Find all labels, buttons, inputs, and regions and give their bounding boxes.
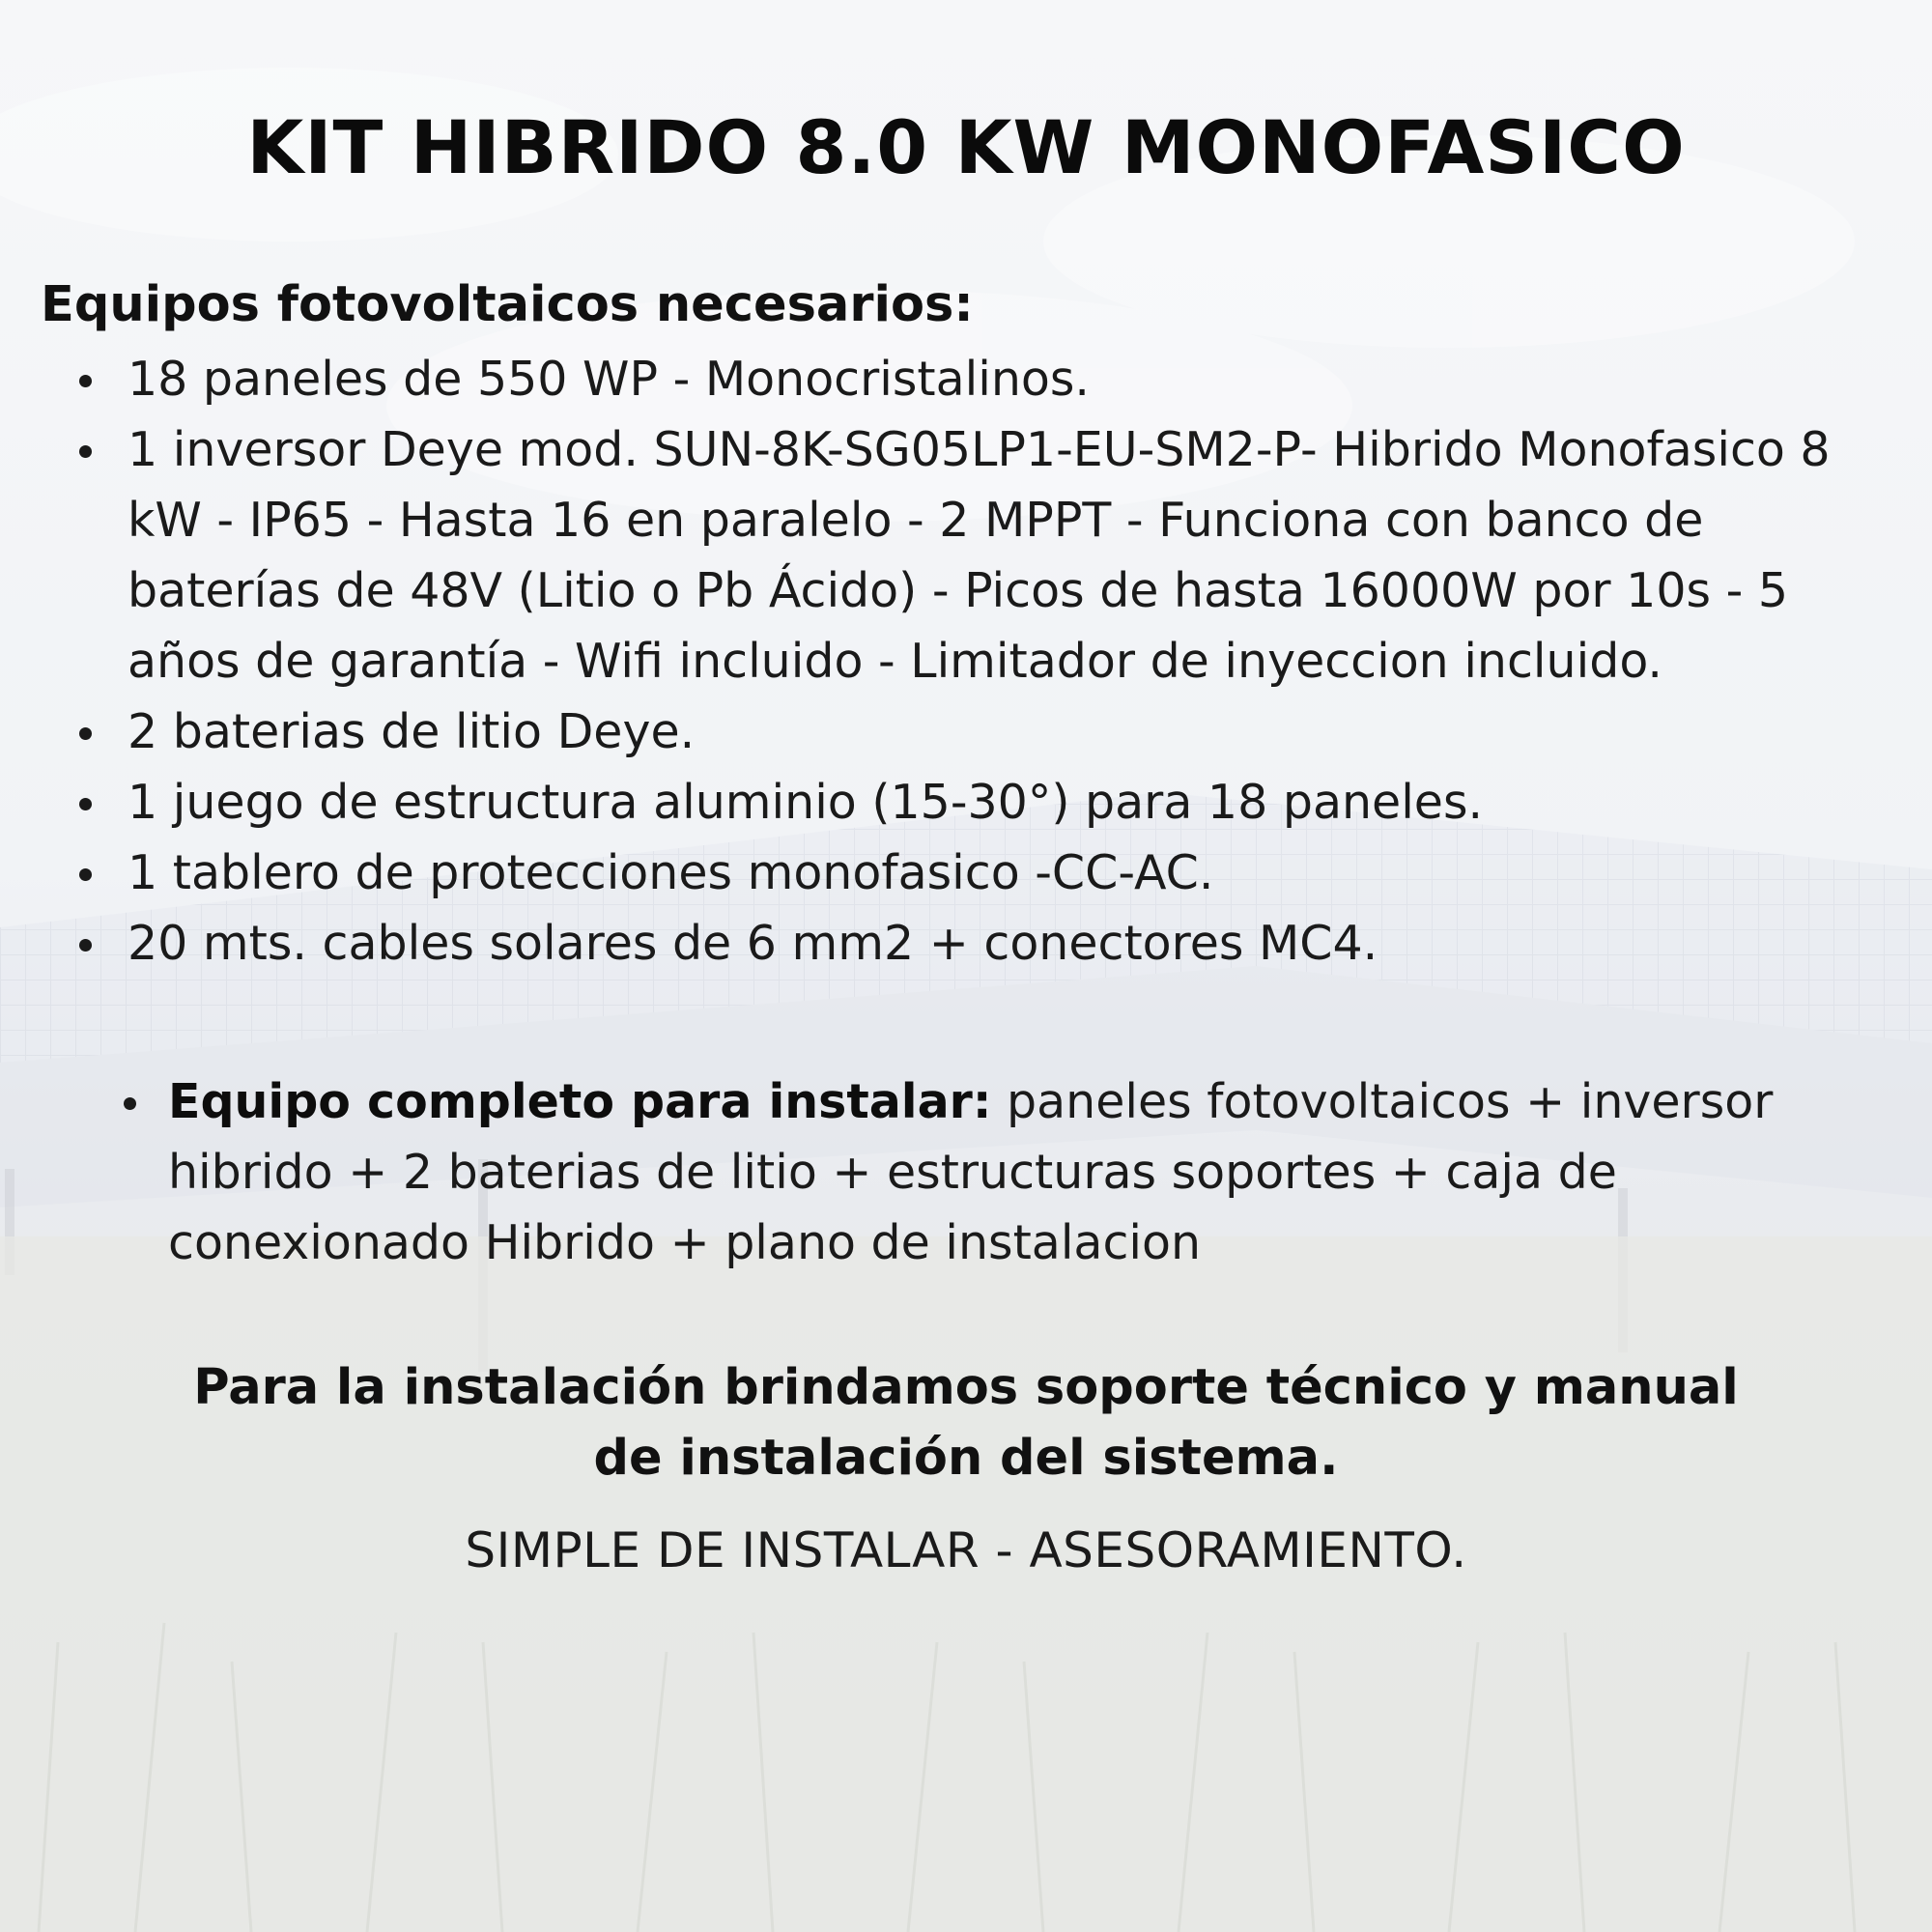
complete-equipment-item [116,1066,1835,1278]
complete-equipment-lead: Equipo completo para instalar: [168,1074,992,1129]
tagline: SIMPLE DE INSTALAR - ASESORAMIENTO. [465,1522,1467,1578]
equipment-list [75,344,1853,979]
list-item: 1 juego de estructura aluminio (15-30°) para 18 paneles. [75,767,1853,838]
list-item: 1 inversor Deye mod. SUN-8K-SG05LP1-EU-SM2-P- Hibrido Monofasico 8 kW - IP65 - Hasta 16 en paralelo - 2 MPPT - Funciona con banco de baterías de 48V (Litio o Pb Ácido) - Picos de hasta 16000W por 10s - 5 años de garantía - Wifi incluido - Limitador de inyeccion incluido. [75,414,1853,696]
list-item: 1 tablero de protecciones monofasico -CC-AC. [75,838,1853,908]
list-item: 18 paneles de 550 WP - Monocristalinos. [75,344,1853,414]
list-item: 2 baterias de litio Deye. [75,696,1853,767]
support-text: Para la instalación brindamos soporte técnico y manual de instalación del sistema. [193,1359,1739,1487]
list-item: 20 mts. cables solares de 6 mm2 + conectores MC4. [75,908,1853,979]
complete-equipment-text: paneles fotovoltaicos + inversor hibrido + 2 baterias de litio + estructuras soportes + caja de conexionado Hibrido + plano de instalacion [168,1074,1774,1270]
page-title: KIT HIBRIDO 8.0 KW MONOFASICO [246,104,1686,190]
section-heading: Equipos fotovoltaicos necesarios: [41,276,974,333]
complete-equipment-list [116,1066,1835,1278]
